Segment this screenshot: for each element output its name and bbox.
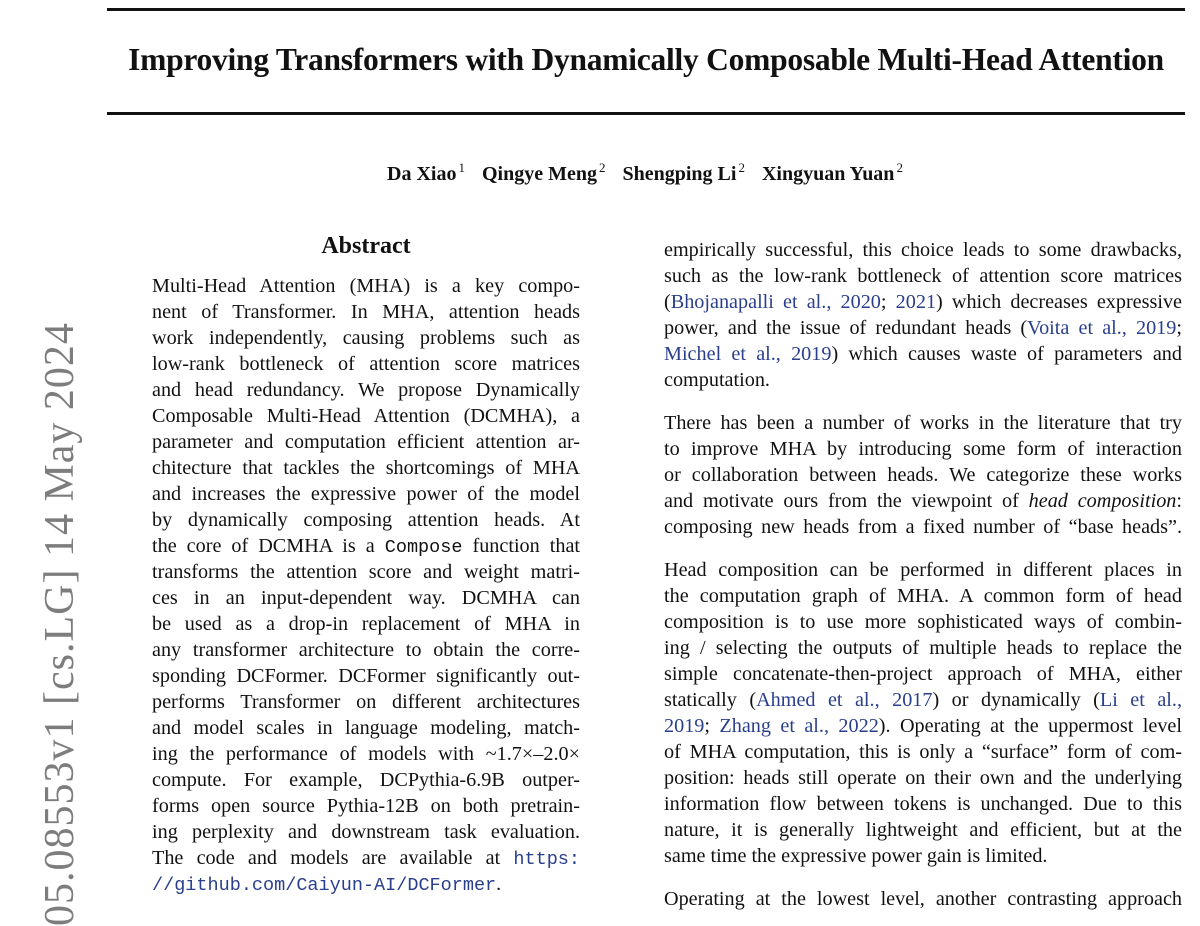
abstract-line: nent of Transformer. In MHA, attention heads	[152, 301, 580, 323]
body-line: 2019; Zhang et al., 2022). Operating at the uppermost level	[664, 715, 1182, 737]
abstract-line: the core of DCMHA is a Compose function that	[152, 535, 581, 558]
abstract-line: and head redundancy. We propose Dynamically	[152, 379, 580, 401]
abstract-line: chitecture that tackles the shortcomings of MHA	[152, 457, 580, 479]
body-line: empirically successful, this choice leads to some drawbacks,	[664, 239, 1182, 261]
abstract-line: compute. For example, DCPythia-6.9B outper-	[152, 769, 580, 791]
abstract-line: The code and models are available at https:	[152, 847, 581, 870]
arxiv-stamp: 05.08553v1 [cs.LG] 14 May 2024	[37, 322, 83, 926]
abstract-line: sponding DCFormer. DCFormer significantly out-	[152, 665, 580, 687]
body-line: nature, it is generally lightweight and efficient, but at the	[664, 819, 1182, 841]
abstract-line: any transformer architecture to obtain the corre-	[152, 639, 580, 661]
body-line: Head composition can be performed in different places in	[664, 559, 1182, 581]
body-line: to improve MHA by introducing some form of interaction	[664, 438, 1182, 460]
abstract-line: ing perplexity and downstream task evaluation.	[152, 821, 580, 843]
body-line: statically (Ahmed et al., 2017) or dynamically (Li et al.,	[664, 689, 1182, 711]
author: Da Xiao $^1$	[387, 160, 465, 185]
citation-link[interactable]: Ahmed et al., 2017	[756, 689, 933, 711]
citation-link[interactable]: Bhojanapalli et al., 2020	[670, 291, 881, 313]
citation-link[interactable]: Michel et al., 2019	[664, 343, 832, 365]
body-line: simple concatenate-then-project approach of MHA, either	[664, 663, 1182, 685]
citation-link[interactable]: Voita et al., 2019	[1027, 317, 1177, 339]
title-rule-bottom	[107, 112, 1185, 115]
body-line: such as the low-rank bottleneck of attention score matrices	[664, 265, 1182, 287]
abstract-line: work independently, causing problems such as	[152, 327, 580, 349]
abstract-line: be used as a drop-in replacement of MHA in	[152, 613, 580, 635]
body-line: or collaboration between heads. We categorize these works	[664, 464, 1182, 486]
abstract-line: Composable Multi-Head Attention (DCMHA), a	[152, 405, 580, 427]
paper-title: Improving Transformers with Dynamically Composable Multi-Head Attention	[128, 42, 1164, 77]
abstract-line: and model scales in language modeling, match-	[152, 717, 580, 739]
citation-link[interactable]: Zhang et al., 2022	[719, 715, 879, 737]
repo-link[interactable]: //github.com/Caiyun-AI/DCFormer	[152, 875, 497, 896]
abstract-line: low-rank bottleneck of attention score matrices	[152, 353, 580, 375]
body-line: composition is to use more sophisticated ways of combin-	[664, 611, 1182, 633]
body-line: (Bhojanapalli et al., 2020; 2021) which decreases expressive	[664, 291, 1183, 313]
abstract-line: ces in an input-dependent way. DCMHA can	[152, 587, 580, 609]
body-line: ing / selecting the outputs of multiple heads to replace the	[664, 637, 1182, 659]
abstract-line: forms open source Pythia-12B on both pretrain-	[152, 795, 580, 817]
abstract-line: //github.com/Caiyun-AI/DCFormer.	[152, 873, 502, 896]
abstract-line: and increases the expressive power of the model	[152, 483, 580, 505]
body-line: Michel et al., 2019) which causes waste of parameters and	[664, 343, 1182, 365]
compose-code: Compose	[384, 537, 463, 558]
abstract-line: by dynamically composing attention heads. At	[152, 509, 580, 531]
author: Shengping Li $^2$	[622, 160, 745, 185]
body-line: information flow between tokens is unchanged. Due to this	[664, 793, 1182, 815]
author-list	[0, 160, 1200, 186]
emphasis-term: head composition	[1028, 490, 1177, 512]
author: Xingyuan Yuan $^2$	[761, 160, 903, 185]
author: Qingye Meng $^2$	[482, 160, 606, 185]
abstract-line: parameter and computation efficient attention ar-	[152, 431, 580, 453]
body-line: and motivate ours from the viewpoint of head composition:	[664, 490, 1183, 512]
body-line: power, and the issue of redundant heads (Voita et al., 2019;	[664, 317, 1182, 339]
body-line: same time the expressive power gain is limited.	[664, 845, 1048, 867]
citation-link[interactable]: 2019	[664, 715, 705, 737]
abstract-line: performs Transformer on different architectures	[152, 691, 580, 713]
repo-link[interactable]: https:	[513, 849, 581, 870]
body-line: computation.	[664, 369, 770, 391]
abstract-heading: Abstract	[321, 233, 411, 259]
abstract-line: transforms the attention score and weight matri-	[152, 561, 580, 583]
abstract-line: ing the performance of models with ~1.7×–2.0×	[152, 743, 580, 765]
body-line: position: heads still operate on their own and the underlying	[664, 767, 1182, 789]
citation-link[interactable]: 2021	[895, 291, 937, 313]
body-line: of MHA computation, this is only a “surface” form of com-	[664, 741, 1182, 763]
citation-link[interactable]: Li et al.,	[1099, 689, 1182, 711]
body-line: There has been a number of works in the literature that try	[664, 412, 1182, 434]
body-line: the computation graph of MHA. A common form of head	[664, 585, 1182, 607]
abstract-line: Multi-Head Attention (MHA) is a key compo-	[152, 275, 580, 297]
body-line: composing new heads from a fixed number of “base heads”.	[664, 516, 1182, 538]
body-line: Operating at the lowest level, another contrasting approach	[664, 888, 1182, 910]
title-rule-top	[107, 8, 1185, 11]
